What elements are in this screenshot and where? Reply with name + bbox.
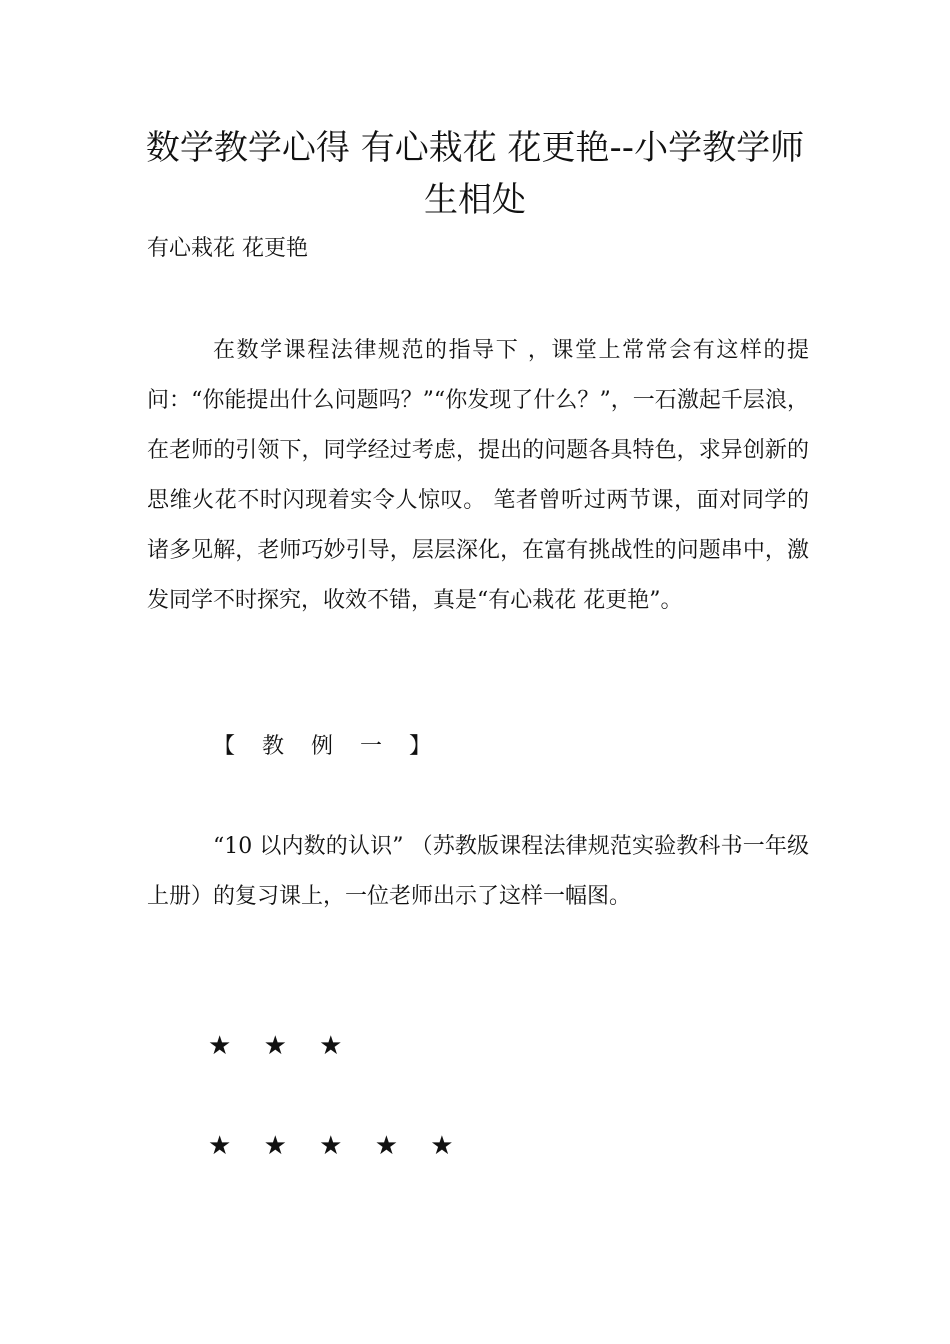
intro-paragraph: 在数学课程法律规范的指导下 ，课堂上常常会有这样的提问：“你能提出什么问题吗？”“你发现了什么？”，一石激起千层浪，在老师的引领下，同学经过考虑，提出的问题各具特色，求异创新的思维火花不时闪现着实令人惊叹。 笔者曾听过两节课，面对同学的诸多见解，老师巧妙引导，层层深化，在富有挑战性的问题串中，激发同学不时探究，收效不错，真是“有心栽花 花更艳”。: [147, 338, 809, 613]
example-paragraph: “10 以内数的认识” （苏教版课程法律规范实验教科书一年级上册）的复习课上，一位老师出示了这样一幅图。: [147, 834, 809, 909]
document-subtitle: 有心栽花 花更艳: [147, 236, 308, 261]
stars-row-1: ★ ★ ★: [208, 1031, 355, 1061]
stars-row-2: ★ ★ ★ ★ ★: [208, 1131, 466, 1161]
section-heading: 【 教 例 一 】: [213, 734, 441, 759]
document-title: 数学教学心得 有心栽花 花更艳--小学教学师生相处: [145, 128, 805, 220]
